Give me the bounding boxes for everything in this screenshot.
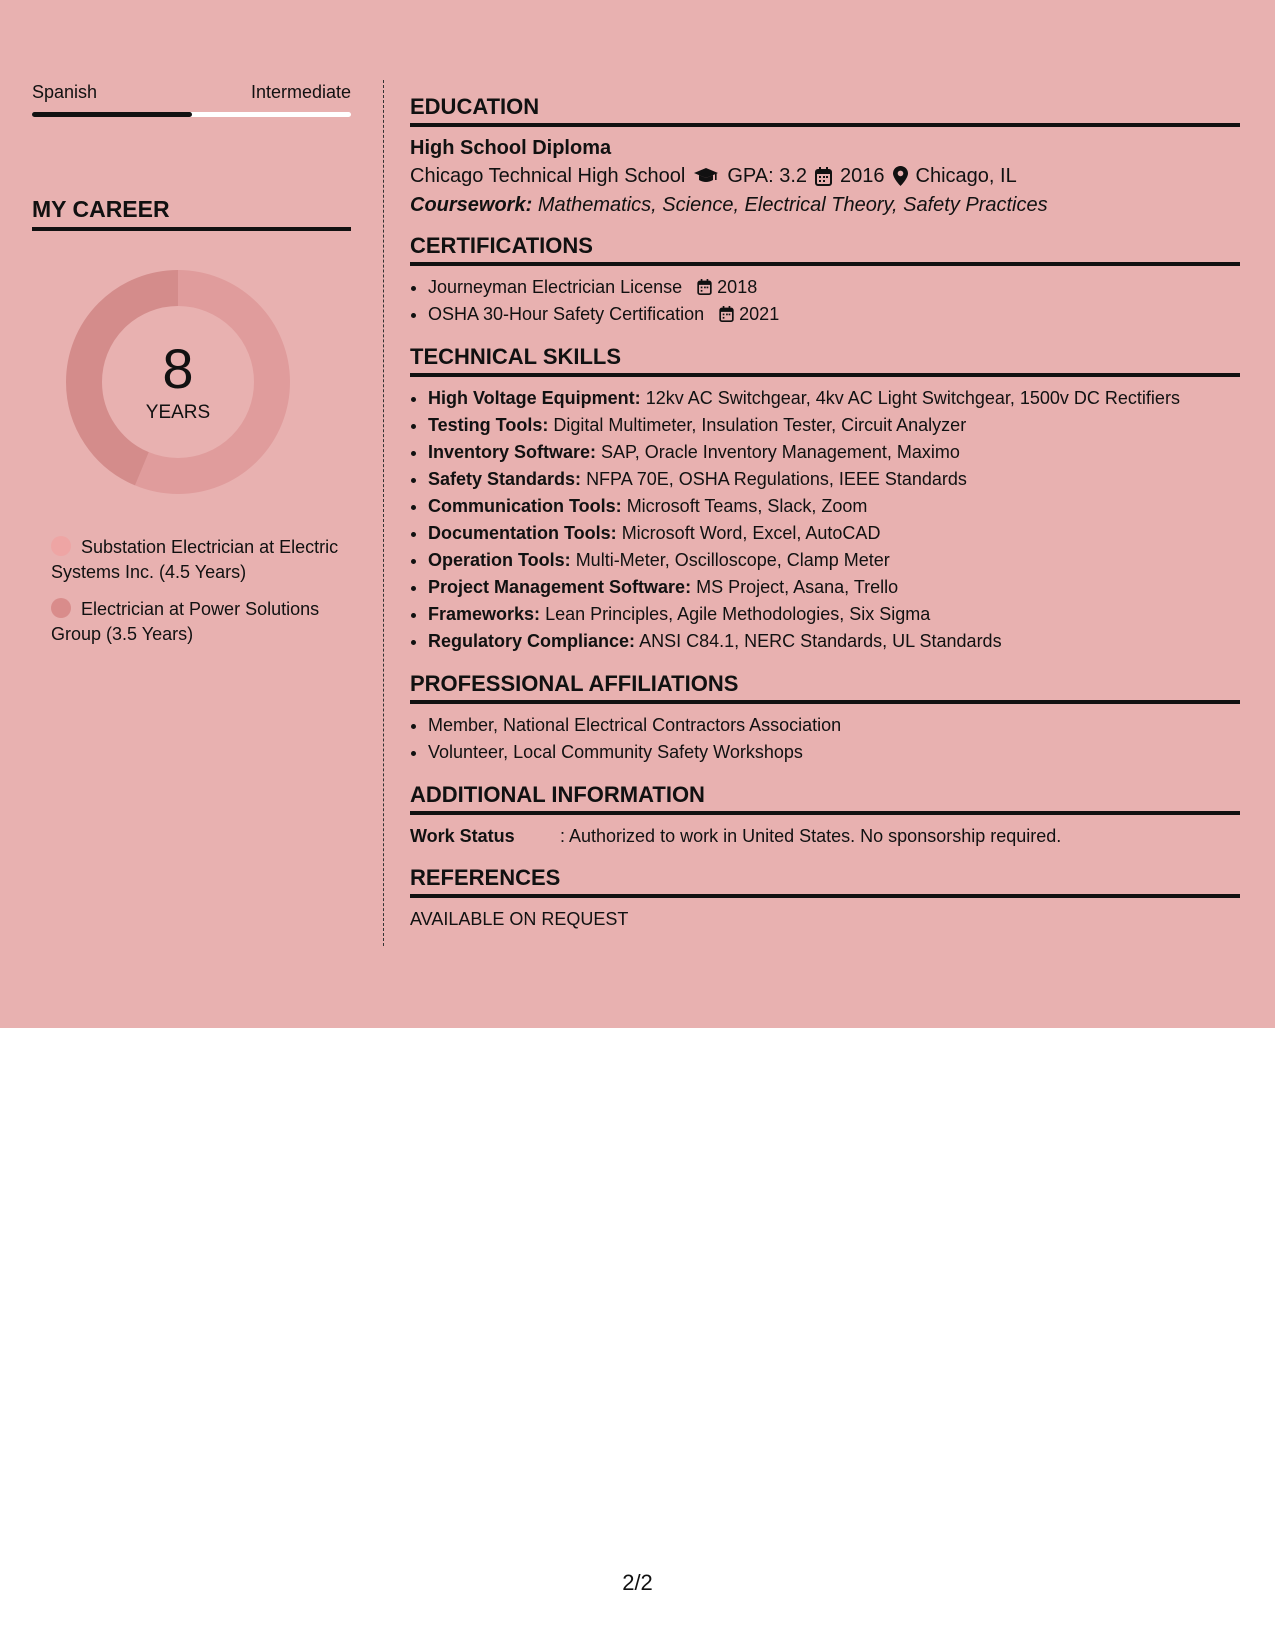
list-item	[428, 628, 1240, 655]
education-year: 2016	[840, 165, 885, 187]
skill-label: Communication Tools:	[428, 496, 622, 516]
legend-dot	[51, 536, 71, 556]
skill-label: Regulatory Compliance:	[428, 631, 636, 651]
affiliations-list	[410, 712, 1240, 766]
career-years-unit: YEARS	[145, 402, 211, 423]
education-school: Chicago Technical High School	[410, 165, 686, 187]
skill-label: Project Management Software:	[428, 577, 692, 597]
right-column	[410, 94, 1240, 932]
coursework-value: Mathematics, Science, Electrical Theory, Safety Practices	[537, 194, 1048, 216]
list-item	[428, 439, 1240, 466]
work-status-row	[410, 823, 1240, 849]
career-donut	[66, 270, 290, 494]
skill-value: MS Project, Asana, Trello	[696, 577, 899, 597]
career-legend	[51, 535, 351, 659]
career-title: MY CAREER	[32, 196, 351, 231]
language-bar-fill	[32, 112, 192, 117]
list-item	[428, 385, 1240, 412]
list-item	[428, 601, 1240, 628]
education-title: EDUCATION	[410, 94, 1240, 127]
legend-dot	[51, 598, 71, 618]
skill-value: SAP, Oracle Inventory Management, Maximo	[601, 442, 960, 462]
skill-label: Inventory Software:	[428, 442, 597, 462]
list-item	[428, 301, 1240, 328]
additional-info-title: ADDITIONAL INFORMATION	[410, 782, 1240, 815]
skills-title: TECHNICAL SKILLS	[410, 344, 1240, 377]
legend-item	[51, 535, 351, 585]
education-degree: High School Diploma	[410, 137, 612, 159]
certification-year: 2021	[739, 304, 780, 324]
certification-name: OSHA 30-Hour Safety Certification	[428, 304, 705, 324]
left-column	[32, 80, 351, 644]
affiliations-title: PROFESSIONAL AFFILIATIONS	[410, 671, 1240, 704]
calendar-icon	[719, 304, 734, 324]
list-item: • Volunteer, Local Community Safety Workshops	[428, 739, 1240, 766]
donut-center	[66, 270, 290, 494]
list-item	[428, 274, 1240, 301]
skill-value: ANSI C84.1, NERC Standards, UL Standards	[639, 631, 1002, 651]
column-divider	[383, 80, 384, 946]
skill-value: 12kv AC Switchgear, 4kv AC Light Switchgear, 1500v DC Rectifiers	[645, 388, 1180, 408]
legend-label: Electrician at Power Solutions Group (3.5 Years)	[51, 599, 320, 644]
certification-name: Journeyman Electrician License	[428, 277, 683, 297]
skill-value: NFPA 70E, OSHA Regulations, IEEE Standards	[586, 469, 967, 489]
skill-label: Frameworks:	[428, 604, 541, 624]
language-level: Intermediate	[250, 82, 351, 102]
graduation-cap-icon	[693, 167, 719, 185]
skills-list	[410, 385, 1240, 655]
education-gpa: GPA: 3.2	[727, 165, 808, 187]
education-location: Chicago, IL	[915, 165, 1017, 187]
list-item: • Member, National Electrical Contractors Association	[428, 712, 1240, 739]
list-item	[428, 520, 1240, 547]
career-total-years: 8	[162, 337, 194, 400]
certification-year: 2018	[717, 277, 758, 297]
skill-label: Safety Standards:	[428, 469, 582, 489]
skill-label: Testing Tools:	[428, 415, 549, 435]
map-pin-icon	[893, 166, 908, 186]
calendar-icon	[815, 167, 832, 186]
work-status-value: : Authorized to work in United States. No sponsorship required.	[560, 826, 1062, 846]
skill-value: Microsoft Word, Excel, AutoCAD	[621, 523, 881, 543]
page-number: 2/2	[622, 1570, 653, 1595]
skill-label: High Voltage Equipment:	[428, 388, 641, 408]
certifications-list	[410, 274, 1240, 328]
education-details	[410, 161, 1240, 191]
work-status-label: Work Status	[410, 826, 515, 846]
skill-value: Digital Multimeter, Insulation Tester, Circuit Analyzer	[553, 415, 967, 435]
list-item	[428, 547, 1240, 574]
skill-value: Microsoft Teams, Slack, Zoom	[626, 496, 868, 516]
references-title: REFERENCES	[410, 865, 1240, 898]
education-coursework	[410, 191, 1240, 219]
certifications-title: CERTIFICATIONS	[410, 233, 1240, 266]
list-item	[428, 574, 1240, 601]
calendar-icon	[697, 277, 712, 297]
list-item	[428, 493, 1240, 520]
skill-label: Operation Tools:	[428, 550, 571, 570]
legend-item	[51, 597, 351, 647]
skill-label: Documentation Tools:	[428, 523, 617, 543]
language-bar	[32, 112, 351, 117]
references-text: AVAILABLE ON REQUEST	[410, 909, 629, 929]
skill-value: Lean Principles, Agile Methodologies, Six Sigma	[545, 604, 931, 624]
list-item	[428, 466, 1240, 493]
skill-value: Multi-Meter, Oscilloscope, Clamp Meter	[575, 550, 890, 570]
coursework-label: Coursework:	[410, 194, 533, 216]
language-row	[32, 80, 351, 104]
language-name: Spanish	[32, 82, 98, 102]
legend-label: Substation Electrician at Electric Systems Inc. (4.5 Years)	[51, 537, 339, 582]
list-item	[428, 412, 1240, 439]
